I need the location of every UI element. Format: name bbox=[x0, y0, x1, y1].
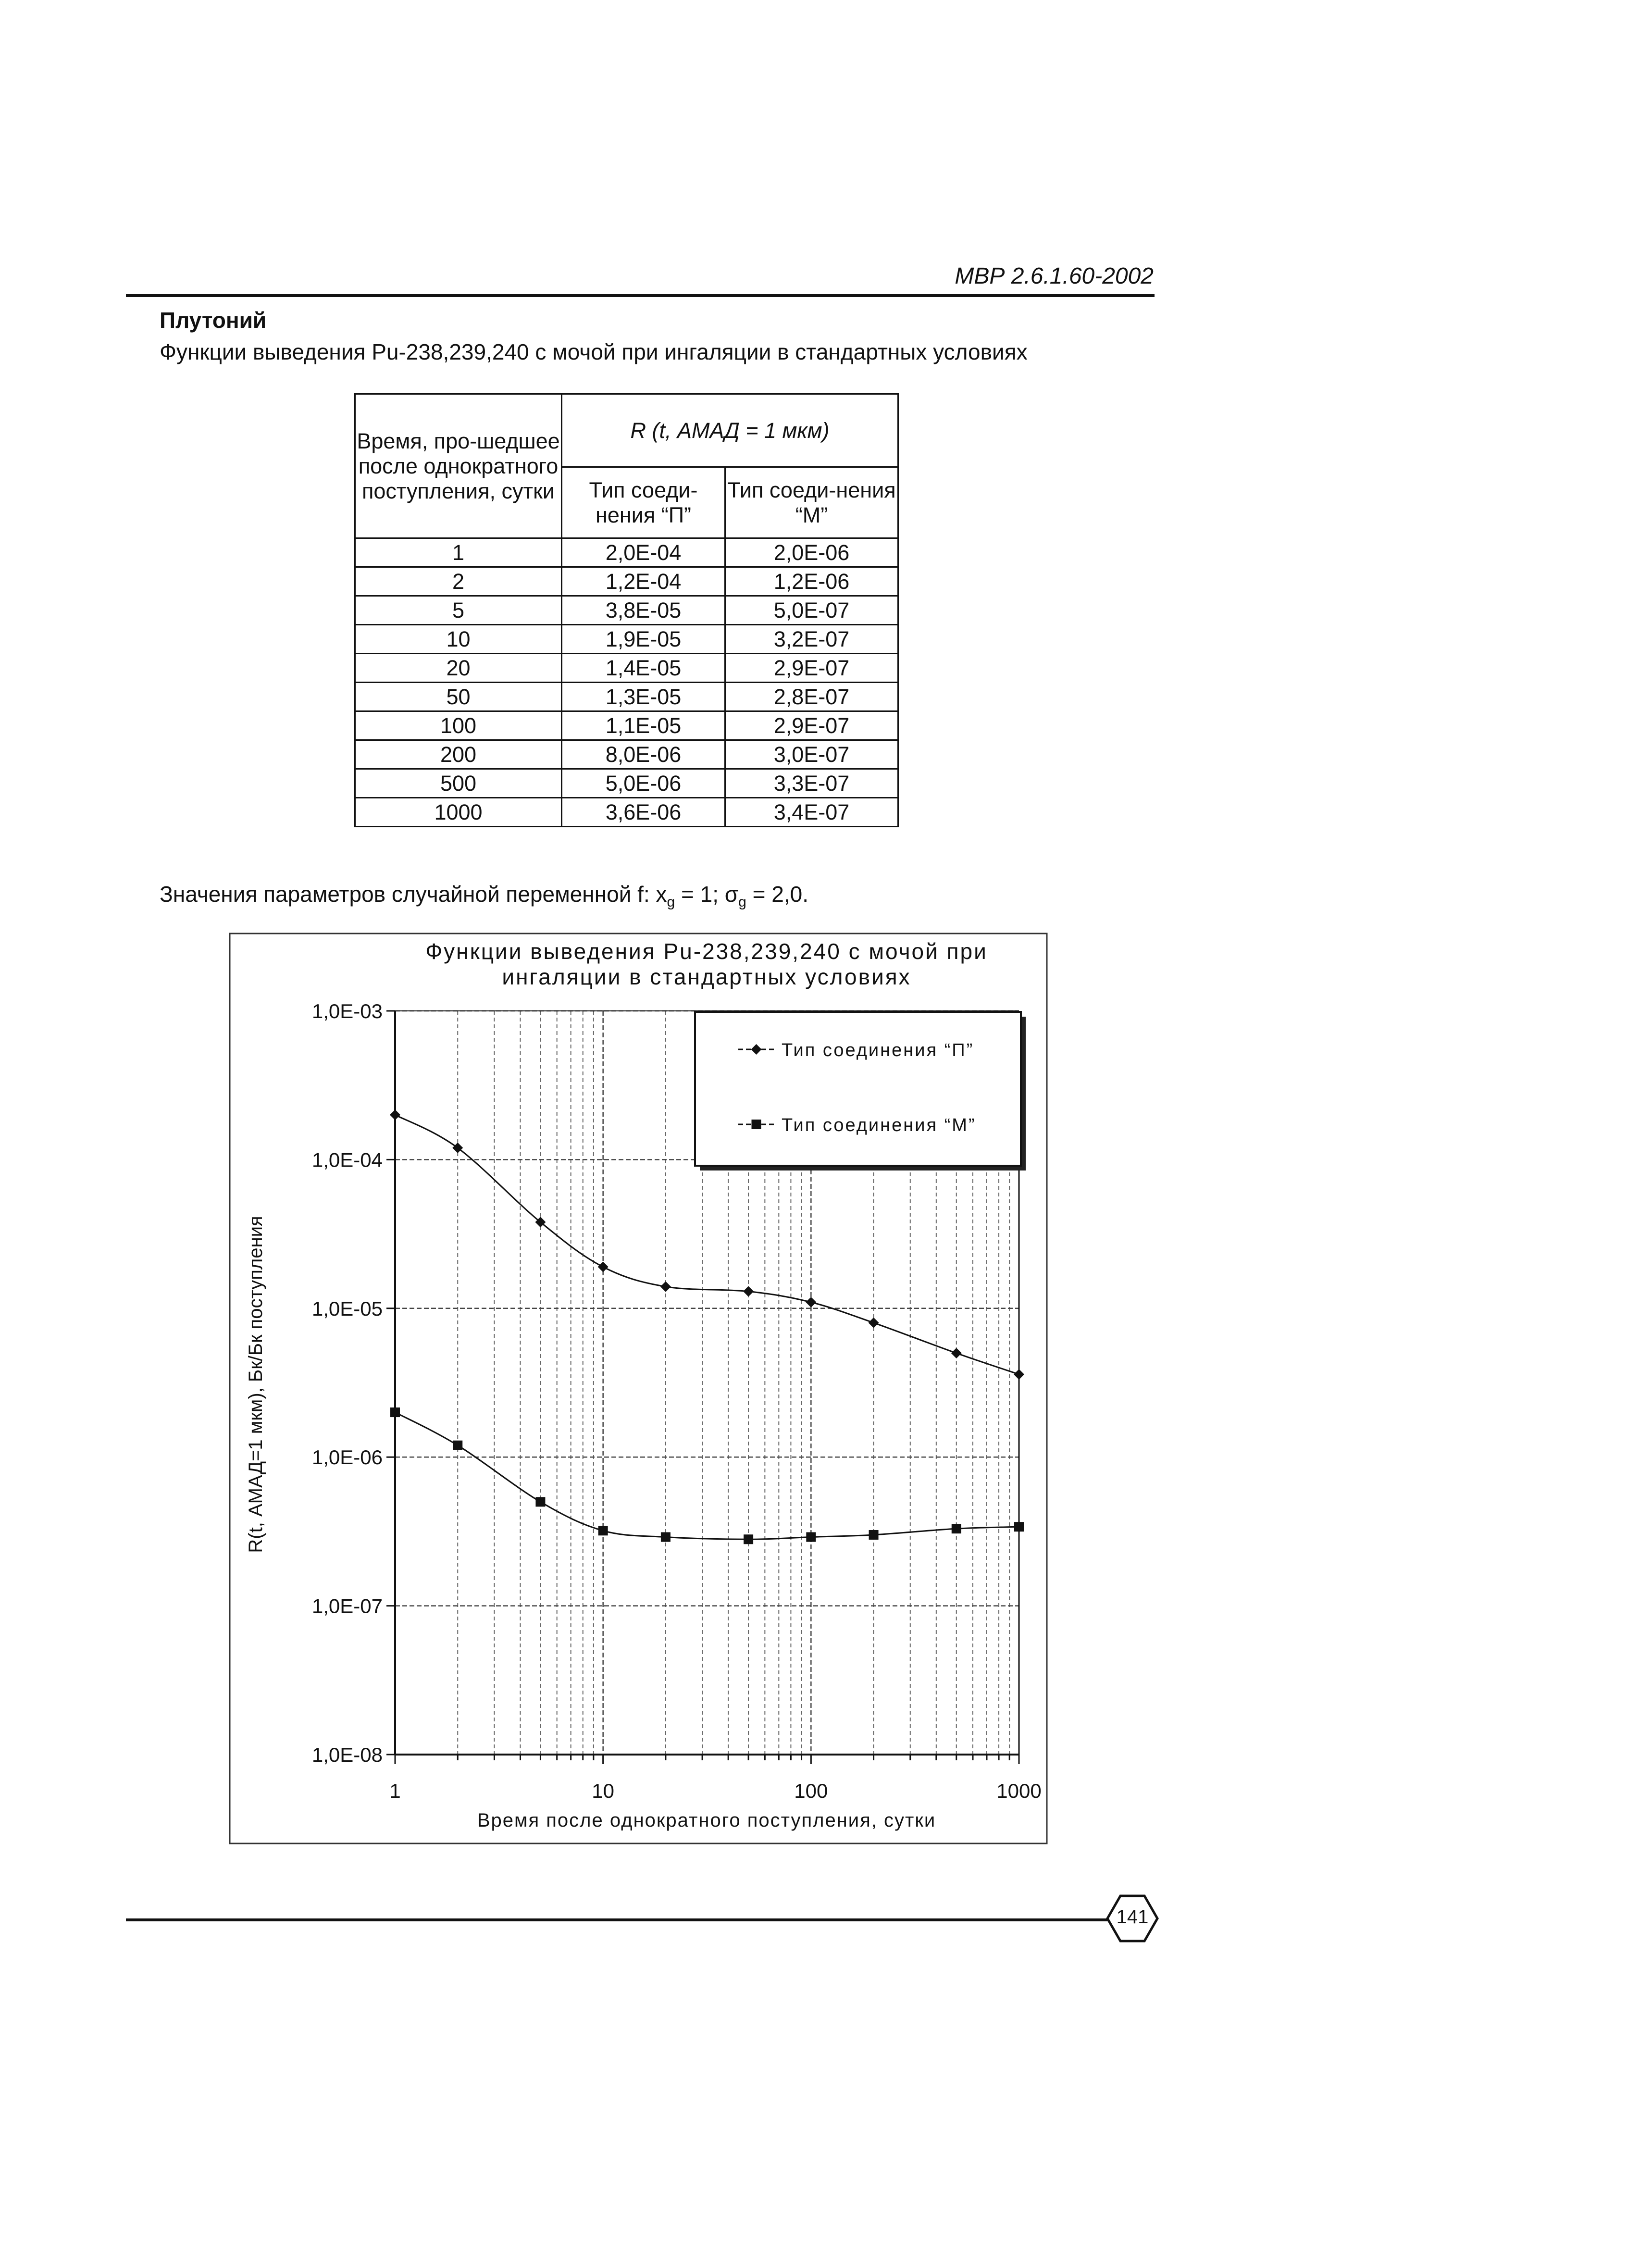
x-tick-label: 10 bbox=[592, 1780, 615, 1802]
series-1-point bbox=[598, 1526, 608, 1535]
y-axis-label: R(t, АМАД=1 мкм), Бк/Бк поступления bbox=[245, 1216, 266, 1553]
table-cell-p: 1,3E-05 bbox=[562, 683, 725, 711]
legend-box bbox=[695, 1012, 1021, 1166]
y-tick-label: 1,0E-05 bbox=[311, 1297, 383, 1320]
y-tick-label: 1,0E-07 bbox=[311, 1594, 383, 1618]
series-1-point bbox=[453, 1441, 462, 1450]
table-cell-t: 200 bbox=[355, 740, 562, 769]
series-1-point bbox=[869, 1530, 879, 1540]
table-cell-t: 1 bbox=[355, 538, 562, 567]
params-sub2: g bbox=[738, 894, 746, 910]
y-tick-label: 1,0E-03 bbox=[311, 1000, 383, 1022]
y-tick-label: 1,0E-06 bbox=[311, 1446, 383, 1469]
series-1-point bbox=[535, 1497, 545, 1507]
y-tick-label: 1,0E-08 bbox=[311, 1743, 383, 1766]
x-axis-label: Время после однократного поступления, сутки bbox=[477, 1810, 936, 1831]
legend-label-1: Тип соединения “М” bbox=[782, 1115, 976, 1135]
table-cell-p: 1,4E-05 bbox=[562, 654, 725, 683]
series-1-point bbox=[744, 1534, 753, 1544]
footer-rule bbox=[126, 1918, 1109, 1921]
y-tick-label: 1,0E-04 bbox=[311, 1148, 383, 1171]
table-cell-t: 5 bbox=[355, 596, 562, 625]
series-1-point bbox=[390, 1407, 400, 1417]
chart-title-line1: Функции выведения Pu-238,239,240 с мочой при bbox=[425, 939, 988, 964]
table-cell-p: 1,9E-05 bbox=[562, 625, 725, 654]
x-tick-label: 100 bbox=[794, 1780, 828, 1802]
chart-title-line2: ингаляции в стандартных условиях bbox=[502, 964, 911, 989]
table-cell-p: 1,1E-05 bbox=[562, 711, 725, 740]
table-cell-p: 2,0E-04 bbox=[562, 538, 725, 567]
x-tick-label: 1000 bbox=[996, 1780, 1042, 1802]
document-code: МВР 2.6.1.60-2002 bbox=[955, 263, 1154, 289]
table-cell-m: 3,3E-07 bbox=[725, 769, 898, 798]
table-cell-t: 2 bbox=[355, 567, 562, 596]
series-1-point bbox=[806, 1532, 816, 1542]
table-header-r: R (t, АМАД = 1 мкм) bbox=[562, 394, 898, 467]
table-cell-m: 2,9E-07 bbox=[725, 711, 898, 740]
table-cell-m: 3,0E-07 bbox=[725, 740, 898, 769]
legend-label-0: Тип соединения “П” bbox=[782, 1040, 974, 1060]
section-title: Плутоний bbox=[160, 308, 267, 333]
table-header-type-m: Тип соеди-нения “М” bbox=[725, 467, 898, 538]
table-cell-m: 2,8E-07 bbox=[725, 683, 898, 711]
x-tick-label: 1 bbox=[389, 1780, 401, 1802]
table-cell-t: 100 bbox=[355, 711, 562, 740]
table-cell-m: 5,0E-07 bbox=[725, 596, 898, 625]
table-cell-p: 3,6E-06 bbox=[562, 798, 725, 827]
table-cell-t: 10 bbox=[355, 625, 562, 654]
table-cell-t: 1000 bbox=[355, 798, 562, 827]
legend-marker-1 bbox=[752, 1120, 761, 1129]
series-1-point bbox=[952, 1524, 961, 1533]
params-prefix: Значения параметров случайной переменной f: x bbox=[160, 882, 667, 907]
table-cell-m: 3,4E-07 bbox=[725, 798, 898, 827]
table-cell-m: 3,2E-07 bbox=[725, 625, 898, 654]
table-cell-m: 2,0E-06 bbox=[725, 538, 898, 567]
table-cell-p: 5,0E-06 bbox=[562, 769, 725, 798]
series-1-point bbox=[661, 1532, 671, 1542]
table-header-type-p: Тип соеди-нения “П” bbox=[562, 467, 725, 538]
page-number: 141 bbox=[1116, 1906, 1149, 1928]
table-cell-m: 2,9E-07 bbox=[725, 654, 898, 683]
table-cell-p: 3,8E-05 bbox=[562, 596, 725, 625]
series-1-point bbox=[1014, 1522, 1024, 1531]
table-header-time: Время, про-шедшее после однократного поступления, сутки bbox=[355, 394, 562, 538]
params-sub1: g bbox=[667, 894, 675, 910]
table-cell-m: 1,2E-06 bbox=[725, 567, 898, 596]
params-mid: = 1; σ bbox=[675, 882, 739, 907]
table-cell-t: 500 bbox=[355, 769, 562, 798]
table-cell-t: 20 bbox=[355, 654, 562, 683]
params-suffix: = 2,0. bbox=[746, 882, 809, 907]
table-cell-p: 8,0E-06 bbox=[562, 740, 725, 769]
table-cell-t: 50 bbox=[355, 683, 562, 711]
section-subtitle: Функции выведения Pu-238,239,240 с мочой при ингаляции в стандартных условиях bbox=[160, 339, 1028, 364]
table-cell-p: 1,2E-04 bbox=[562, 567, 725, 596]
